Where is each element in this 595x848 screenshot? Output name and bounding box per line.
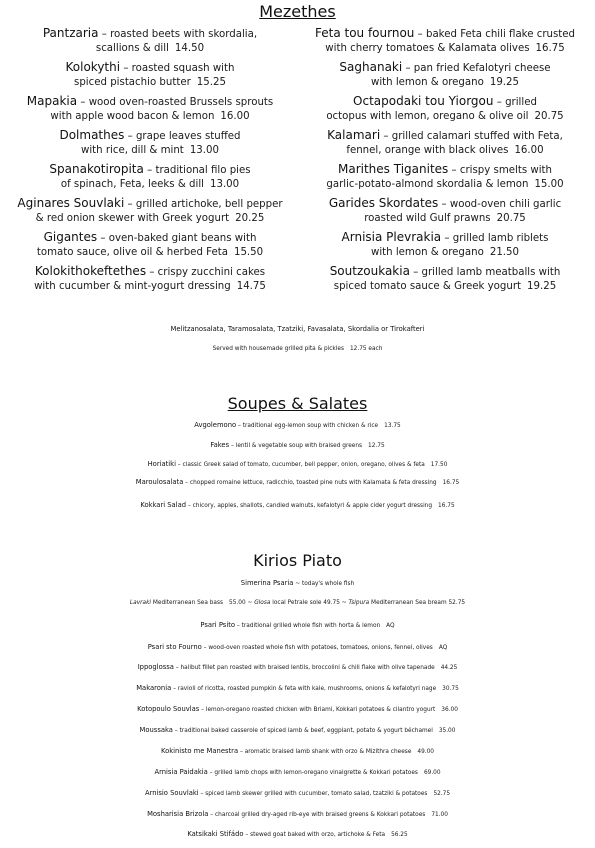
- menu-item: Arnisia Paidakia – grilled lamb chops with lemon-oregano vinaigrette & Kokkari potatoes 69.00: [154, 768, 441, 776]
- menu-item: Mapakia – wood oven-roasted Brussels sprouts with apple wood bacon & lemon 16.00: [26, 94, 274, 122]
- menu-item: Saghanaki – pan fried Kefalotyri cheese with lemon & oregano 19.25: [339, 60, 551, 88]
- mezethes-left-column: [5, 26, 295, 298]
- menu-item: Katsikaki Stifádo – stewed goat baked with orzo, artichoke & Feta 56.25: [187, 830, 408, 838]
- section-title-soupes: Soupes & Salates: [227, 394, 368, 413]
- menu-item: Kokkari Salad – chicory, apples, shallots, candied walnuts, kefalotyri & apple cider yogurt dressing 16.75: [140, 501, 455, 509]
- menu-item: Arnisia Plevrakia – grilled lamb riblets with lemon & oregano 21.50: [341, 230, 549, 258]
- section-title-kirios: Kirios Piato: [253, 551, 342, 570]
- section-title-mezethes: Mezethes: [259, 2, 336, 21]
- menu-item: Soutzoukakia – grilled lamb meatballs with spiced tomato sauce & Greek yogurt 19.25: [329, 264, 561, 292]
- menu-item: Gigantes – oven-baked giant beans with tomato sauce, olive oil & herbed Feta 15.50: [36, 230, 264, 258]
- menu-item: Kolokythi – roasted squash with spiced pistachio butter 15.25: [65, 60, 235, 88]
- menu-item: Spanakotiropita – traditional filo pies of spinach, Feta, leeks & dill 13.00: [49, 162, 251, 190]
- spreads-description: Served with housemade grilled pita & pickles 12.75 each: [212, 346, 383, 352]
- menu-item: Fakes – lentil & vegetable soup with braised greens 12.75: [210, 441, 385, 449]
- menu-item: Garides Skordates – wood-oven chili garlic roasted wild Gulf prawns 20.75: [328, 196, 562, 224]
- menu-item: Kotopoulo Souvlas – lemon-oregano roasted chicken with Briami, Kokkari potatoes & cilantro yogurt 36.00: [137, 705, 458, 713]
- menu-item: Moussaka – traditional baked casserole of spiced lamb & beef, eggplant, potato & yogurt béchamel 35.00: [139, 726, 456, 734]
- menu-item: Kalamari – grilled calamari stuffed with Feta, fennel, orange with black olives 16.00: [327, 128, 563, 156]
- menu-item: Kolokithokeftethes – crispy zucchini cakes with cucumber & mint-yogurt dressing 14.75: [34, 264, 266, 292]
- spreads-title: Melitzanosalata, Taramosalata, Tzatziki, Favasalata, Skordalia or Tirokafteri: [170, 325, 425, 333]
- menu-item: Aginares Souvlaki – grilled artichoke, bell pepper & red onion skewer with Greek yogurt 20.25: [17, 196, 283, 224]
- menu-item: Kokinisto me Manestra – aromatic braised lamb shank with orzo & Mizithra cheese 49.00: [160, 747, 434, 755]
- menu-item: Ippoglossa – halibut fillet pan roasted with braised lentils, broccolini & chili flake with olive tapenade 44.25: [137, 663, 458, 671]
- menu-item: Dolmathes – grape leaves stuffed with rice, dill & mint 13.00: [59, 128, 241, 156]
- fish-options: Lavraki Mediterranean Sea bass 55.00 ~ Glosa local Petrale sole 49.75 ~ Tsipura Mediterranean Sea bream 52.75: [129, 600, 466, 606]
- menu-item: Psari Psito – traditional grilled whole fish with horta & lemon AQ: [200, 621, 395, 629]
- menu-item: Horiatiki – classic Greek salad of tomato, cucumber, bell pepper, onion, oregano, olives & feta 17.50: [147, 460, 448, 468]
- menu-item: Pantzaria – roasted beets with skordalia, scallions & dill 14.50: [42, 26, 258, 54]
- menu-item: Avgolemono – traditional egg-lemon soup with chicken & rice 13.75: [194, 421, 401, 429]
- menu-item: Maroulosalata – chopped romaine lettuce, radicchio, toasted pine nuts with Kalamata & feta dressing 16.75: [135, 478, 460, 486]
- menu-item: Arnisio Souvlaki – spiced lamb skewer grilled with cucumber, tomato salad, tzatziki & potatoes 52.75: [144, 789, 451, 797]
- menu-item: Makaronia – ravioli of ricotta, roasted pumpkin & feta with kale, mushrooms, onions & kefalotyri nage 30.75: [136, 684, 459, 692]
- fish-heading: Simerina Psaria ~ today's whole fish: [240, 579, 355, 587]
- menu-item: Psari sto Fourno – wood-oven roasted whole fish with potatoes, tomatoes, onions, fennel, olives AQ: [147, 643, 448, 651]
- menu-item: Feta tou fournou – baked Feta chili flake crusted with cherry tomatoes & Kalamata olives 16.75: [314, 26, 576, 54]
- menu-item: Mosharisia Brizola – charcoal grilled dry-aged rib-eye with braised greens & Kokkari potatoes 71.00: [147, 810, 448, 818]
- menu-item: Marithes Tiganites – crispy smelts with garlic-potato-almond skordalia & lemon 15.00: [326, 162, 564, 190]
- menu-item: Octapodaki tou Yiorgou – grilled octopus with lemon, oregano & olive oil 20.75: [326, 94, 564, 122]
- mezethes-right-column: [300, 26, 590, 298]
